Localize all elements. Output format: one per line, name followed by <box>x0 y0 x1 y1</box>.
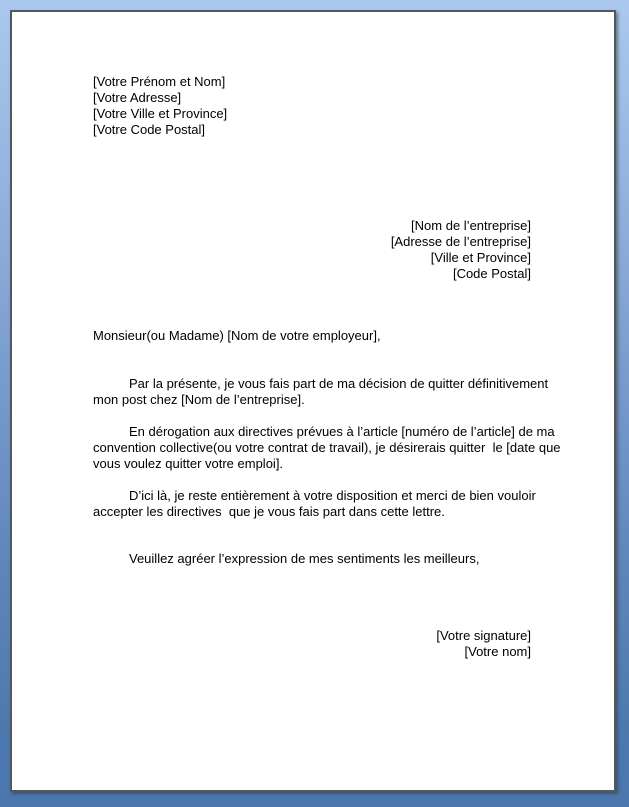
paragraph-line: D’ici là, je reste entièrement à votre disposition et merci de bien vouloir <box>129 488 536 503</box>
paragraph-line: mon post chez [Nom de l’entreprise]. <box>93 392 305 407</box>
body-paragraph <box>93 424 561 472</box>
letter-page <box>10 10 616 792</box>
recipient-address-block <box>93 218 531 282</box>
body-paragraph <box>93 376 549 408</box>
body-paragraph <box>93 488 536 520</box>
salutation: Monsieur(ou Madame) [Nom de votre employeur], <box>93 328 381 343</box>
paragraph-line: vous voulez quitter votre emploi]. <box>93 456 284 471</box>
signature-line: [Votre nom] <box>464 644 531 659</box>
recipient-line: [Nom de l’entreprise] <box>411 218 531 233</box>
paragraph-line: Par la présente, je vous fais part de ma décision de quitter définitivement <box>129 376 549 391</box>
signature-line: [Votre signature] <box>436 628 531 643</box>
paragraph-line: En dérogation aux directives prévues à l’article [numéro de l’article] de ma <box>129 424 555 439</box>
recipient-line: [Adresse de l’entreprise] <box>390 234 531 249</box>
signature-block <box>93 628 531 660</box>
recipient-line: [Ville et Province] <box>430 250 531 265</box>
closing-line: Veuillez agréer l’expression de mes sentiments les meilleurs, <box>129 551 480 566</box>
sender-line: [Votre Adresse] <box>93 90 182 105</box>
recipient-line: [Code Postal] <box>452 266 531 281</box>
letter-content <box>12 12 614 660</box>
sender-line: [Votre Code Postal] <box>93 122 206 137</box>
sender-line: [Votre Prénom et Nom] <box>93 74 226 89</box>
sender-address-block <box>93 74 531 138</box>
paragraph-line: accepter les directives que je vous fais part dans cette lettre. <box>93 504 445 519</box>
sender-line: [Votre Ville et Province] <box>93 106 228 121</box>
paragraph-line: convention collective(ou votre contrat de travail), je désirerais quitter le [date que <box>93 440 561 455</box>
